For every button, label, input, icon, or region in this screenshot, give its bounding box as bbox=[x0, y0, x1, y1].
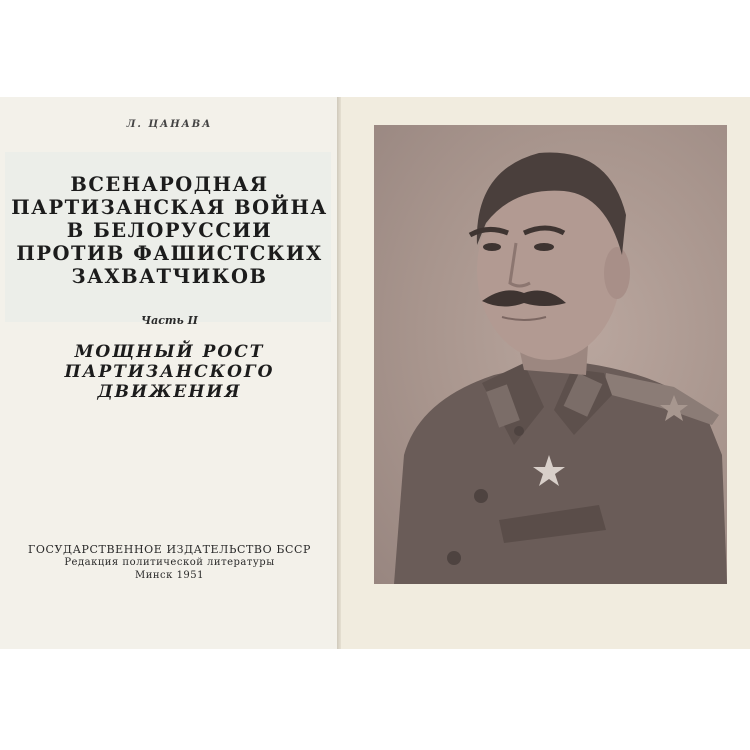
title-line: ПАРТИЗАНСКАЯ ВОЙНА bbox=[11, 196, 328, 219]
publisher-division: Редакция политической литературы bbox=[64, 557, 275, 568]
author-name: Л. ЦАНАВА bbox=[126, 119, 213, 130]
portrait-photo bbox=[374, 125, 727, 584]
publisher-name: ГОСУДАРСТВЕННОЕ ИЗДАТЕЛЬСТВО БССР bbox=[27, 543, 312, 556]
title-line: ВСЕНАРОДНАЯ bbox=[70, 173, 269, 196]
title-page bbox=[0, 97, 339, 649]
title-line: В БЕЛОРУССИИ bbox=[66, 219, 273, 242]
publisher-block bbox=[0, 543, 339, 582]
book-subtitle bbox=[0, 342, 339, 402]
part-label: Часть II bbox=[141, 314, 198, 327]
portrait-illustration bbox=[374, 125, 727, 584]
book-title bbox=[0, 173, 339, 288]
title-line: ПРОТИВ ФАШИСТСКИХ bbox=[16, 242, 323, 265]
subtitle-line: МОЩНЫЙ РОСТ bbox=[74, 342, 265, 362]
title-line: ЗАХВАТЧИКОВ bbox=[71, 265, 268, 288]
subtitle-line: ПАРТИЗАНСКОГО bbox=[64, 362, 275, 382]
publication-place-year: Минск 1951 bbox=[134, 570, 205, 581]
subtitle-line: ДВИЖЕНИЯ bbox=[97, 382, 242, 402]
